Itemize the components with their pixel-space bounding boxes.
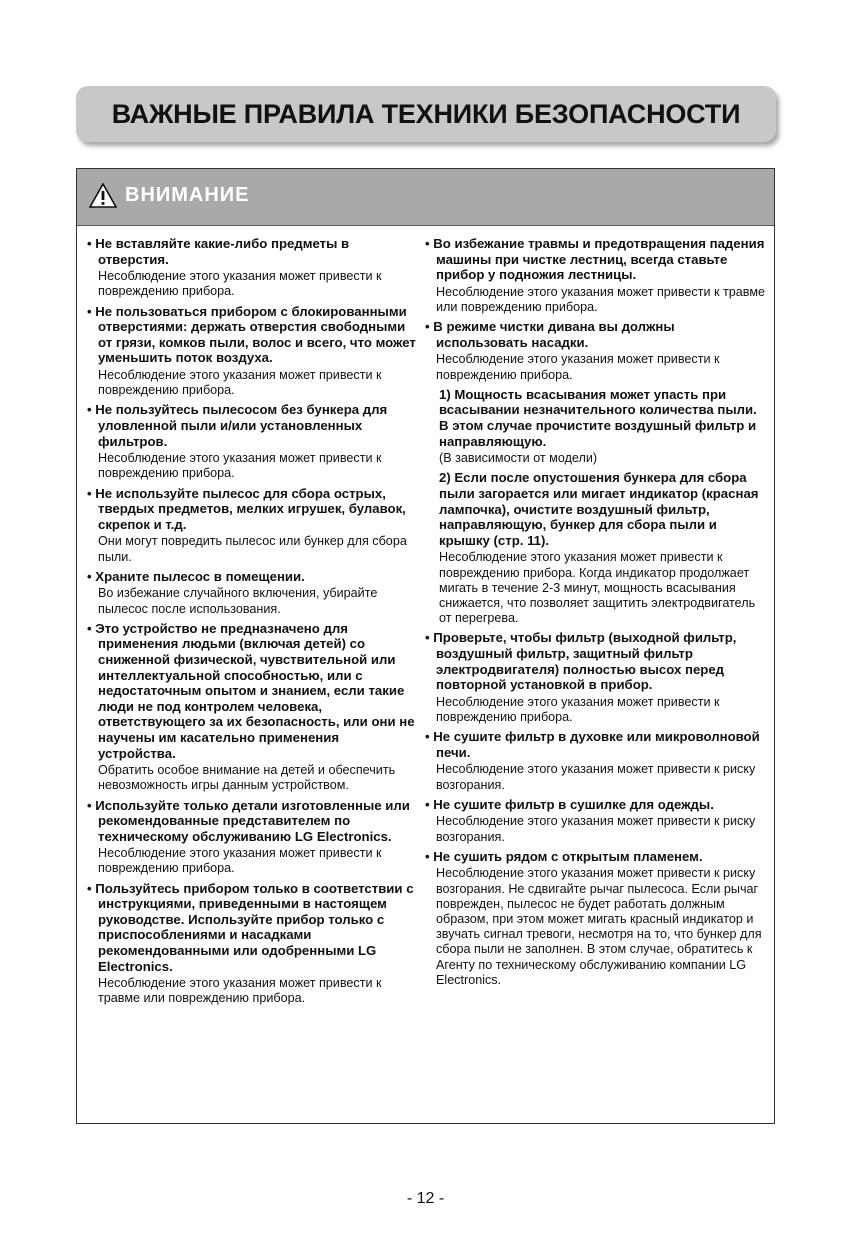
list-item <box>87 881 420 1007</box>
item-heading: • Не сушите фильтр в духовке или микроволновой печи. <box>425 729 768 760</box>
item-note: Несоблюдение этого указания может привести к повреждению прибора. <box>436 352 720 382</box>
item-note: Несоблюдение этого указания может привести к травме или повреждению прибора. <box>436 284 765 314</box>
item-note: Несоблюдение этого указания может привести к риску возгорания. Не сдвигайте рычаг пылесоса. Если рычаг поврежден, пылесос не будет работать должным образом, при этом может мигать красный индикатор и звучать сигнал тревоги, несмотря на то, что бункер для сбора пыли не заполнен. В этом случае, обратитесь к Агенту по техническому обслуживанию компании LG Electronics. <box>436 866 762 987</box>
item-note: Несоблюдение этого указания может привести к повреждению прибора. <box>98 451 382 481</box>
list-item <box>87 304 420 399</box>
list-item <box>425 319 768 383</box>
subitem-note: (В зависимости от модели) <box>439 451 598 466</box>
item-note: Несоблюдение этого указания может привести к травме или повреждению прибора. <box>98 976 382 1006</box>
subitem-heading: 1) Мощность всасывания может упасть при всасывании незначительного количества пыли. В этом случае прочистите воздушный фильтр и направляющую. <box>439 386 757 449</box>
item-heading: • Во избежание травмы и предотвращения падения машины при чистке лестниц, всегда ставьте прибор у подножия лестницы. <box>425 236 768 283</box>
list-item <box>87 798 420 877</box>
list-subitem <box>425 470 768 626</box>
list-item <box>425 729 768 793</box>
list-item <box>87 621 420 794</box>
list-item <box>87 486 420 565</box>
list-subitem <box>425 387 768 467</box>
list-item <box>87 402 420 481</box>
item-note: Во избежание случайного включения, убирайте пылесос после использования. <box>98 586 378 616</box>
item-note: Несоблюдение этого указания может привести к повреждению прибора. <box>436 694 720 724</box>
list-item <box>425 630 768 725</box>
page-title: ВАЖНЫЕ ПРАВИЛА ТЕХНИКИ БЕЗОПАСНОСТИ <box>111 98 741 129</box>
list-item <box>87 569 420 617</box>
list-item <box>425 797 768 845</box>
title-banner <box>76 86 776 142</box>
item-heading: • В режиме чистки дивана вы должны использовать насадки. <box>425 319 768 350</box>
item-heading: • Храните пылесос в помещении. <box>87 569 420 585</box>
item-heading: • Это устройство не предназначено для применения людьми (включая детей) со сниженной физической, чувствительной или интеллектуальной способностью, или с недостаточным опытом и знанием, если такие люди не под контролем человека, ответствующего за их безопасность, или они не научены им касательно применения устройства. <box>87 621 420 761</box>
item-note: Несоблюдение этого указания может привести к повреждению прибора. <box>98 269 382 299</box>
right-column <box>425 236 768 992</box>
item-heading: • Не вставляйте какие-либо предметы в отверстия. <box>87 236 420 267</box>
item-heading: • Не пользуйтесь пылесосом без бункера для уловленной пыли и/или установленных фильтров. <box>87 402 420 449</box>
item-heading: • Используйте только детали изготовленные или рекомендованные представителем по техническому обслуживанию LG Electronics. <box>87 798 420 845</box>
item-note: Несоблюдение этого указания может привести к риску возгорания. <box>436 762 756 792</box>
item-note: Несоблюдение этого указания может привести к повреждению прибора. <box>98 846 382 876</box>
list-item <box>425 849 768 988</box>
item-heading: • Проверьте, чтобы фильтр (выходной фильтр, воздушный фильтр, защитный фильтр электродвигателя) полностью высох перед повторной установкой в прибор. <box>425 630 768 692</box>
warning-header <box>77 169 774 226</box>
item-heading: • Не сушите фильтр в сушилке для одежды. <box>425 797 768 813</box>
item-note: Несоблюдение этого указания может привести к риску возгорания. <box>436 814 756 844</box>
item-heading: • Не используйте пылесос для сбора острых, твердых предметов, мелких игрушек, булавок, скрепок и т.д. <box>87 486 420 533</box>
item-heading: • Не пользоваться прибором с блокированными отверстиями: держать отверстия свободными от грязи, комков пыли, волос и всего, что может уменьшить поток воздуха. <box>87 304 420 366</box>
subitem-note: Несоблюдение этого указания может привести к повреждению прибора. Когда индикатор продолжает мигать в течение 2-3 минут, мощность всасывания снижается, что позволяет защитить электродвигатель от перегрева. <box>439 550 756 626</box>
item-note: Несоблюдение этого указания может привести к повреждению прибора. <box>98 367 382 398</box>
item-heading: • Пользуйтесь прибором только в соответствии с инструкциями, приведенными в настоящем руководстве. Используйте прибор только с приспособлениями и насадками рекомендованными или одобренными LG Electronics. <box>87 881 420 975</box>
list-item <box>425 236 768 315</box>
warning-triangle-icon <box>89 183 117 208</box>
item-heading: • Не сушить рядом с открытым пламенем. <box>425 849 768 865</box>
page-number: - 12 - <box>406 1190 445 1207</box>
item-note: Они могут повредить пылесос или бункер для сбора пыли. <box>98 534 407 564</box>
left-column <box>87 236 420 1011</box>
item-note: Обратить особое внимание на детей и обеспечить невозможность игры данным устройством. <box>98 763 396 793</box>
warning-label: ВНИМАНИЕ <box>125 184 250 206</box>
subitem-heading: 2) Если после опустошения бункера для сбора пыли загорается или мигает индикатор (красная лампочка), очистите воздушный фильтр, направляющую, бункер для сбора пыли и крышку (стр. 11). <box>439 470 759 548</box>
list-item <box>87 236 420 300</box>
